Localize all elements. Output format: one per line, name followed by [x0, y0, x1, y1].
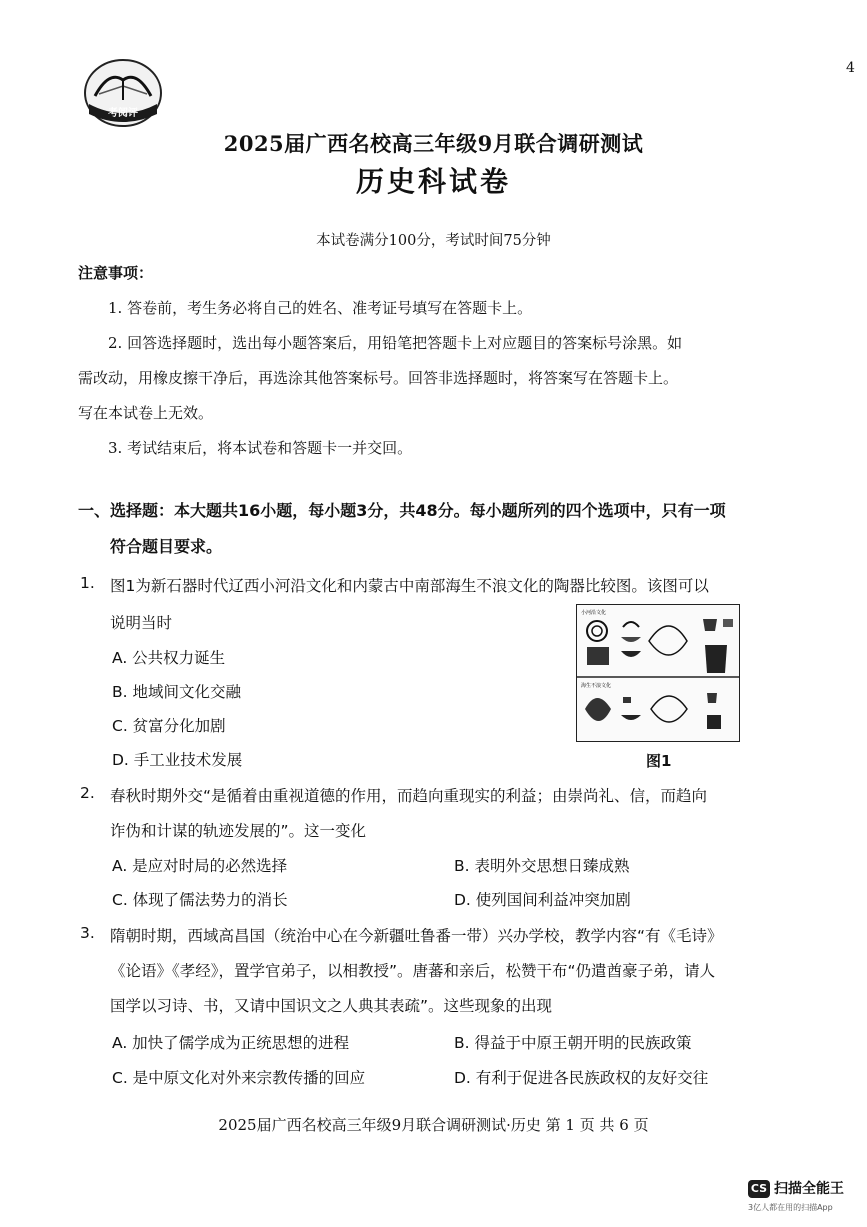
figure-1-caption: 图1	[646, 752, 672, 770]
question-1-option-c: C. 贫富分化加剧	[112, 717, 226, 735]
question-3-stem-cont: 《论语》《孝经》，置学官弟子，以相教授”。唐蕃和亲后，松赞干布“仍遣酋豪子弟，请人	[110, 962, 716, 980]
notice-item-2-cont: 需改动，用橡皮擦干净后，再选涂其他答案标号。回答非选择题时，将答案写在答题卡上。	[78, 369, 679, 387]
question-3-option-b: B. 得益于中原王朝开明的民族政策	[454, 1034, 692, 1052]
question-1-option-d: D. 手工业技术发展	[112, 751, 243, 769]
notice-item-3: 3. 考试结束后，将本试卷和答题卡一并交回。	[108, 439, 413, 457]
svg-text:小河沿文化: 小河沿文化	[581, 610, 607, 616]
figure-1-pottery	[576, 604, 740, 742]
page-number: 4	[846, 60, 855, 76]
question-3-option-a: A. 加快了儒学成为正统思想的进程	[112, 1034, 350, 1052]
svg-text:考阅评: 考阅评	[108, 108, 138, 119]
question-2-stem-cont: 诈伪和计谋的轨迹发展的”。这一变化	[110, 822, 367, 840]
scanner-app-name: 扫描全能王	[774, 1181, 844, 1197]
question-2-option-c: C. 体现了儒法势力的消长	[112, 891, 288, 909]
question-1-option-b: B. 地域间文化交融	[112, 683, 241, 701]
notice-item-1: 1. 答卷前，考生务必将自己的姓名、准考证号填写在答题卡上。	[108, 299, 533, 317]
exam-title: 2025届广西名校高三年级9月联合调研测试	[223, 131, 644, 156]
question-3-option-d: D. 有利于促进各民族政权的友好交往	[454, 1069, 709, 1087]
notice-item-2: 2. 回答选择题时，选出每小题答案后，用铅笔把答题卡上对应题目的答案标号涂黑。如	[108, 334, 683, 352]
question-1-option-a: A. 公共权力诞生	[112, 649, 226, 667]
subject-title: 历史科试卷	[355, 165, 511, 198]
question-3-stem: 隋朝时期，西域高昌国（统治中心在今新疆吐鲁番一带）兴办学校，教学内容“有《毛诗》	[110, 927, 723, 945]
scanner-tagline: 3亿人都在用的扫描App	[748, 1203, 833, 1212]
page-footer: 2025届广西名校高三年级9月联合调研测试·历史 第 1 页 共 6 页	[218, 1116, 649, 1134]
publisher-logo	[83, 58, 163, 128]
question-1-stem: 图1为新石器时代辽西小河沿文化和内蒙古中南部海生不浪文化的陶器比较图。该图可以	[110, 577, 709, 595]
notice-item-2-end: 写在本试卷上无效。	[78, 404, 214, 422]
question-3-number: 3.	[80, 924, 95, 942]
exam-info: 本试卷满分100分，考试时间75分钟	[316, 233, 551, 249]
question-1-stem-cont: 说明当时	[110, 614, 173, 632]
question-2-stem: 春秋时期外交“是循着由重视道德的作用，而趋向重现实的利益；由崇尚礼、信，而趋向	[110, 787, 708, 805]
section-heading-cont: 符合题目要求。	[110, 537, 223, 556]
question-3-option-c: C. 是中原文化对外来宗教传播的回应	[112, 1069, 366, 1087]
section-heading: 一、选择题：本大题共16小题，每小题3分，共48分。每小题所列的四个选项中，只有一项	[78, 501, 726, 520]
question-2-option-b: B. 表明外交思想日臻成熟	[454, 857, 630, 875]
svg-text:海生不浪文化: 海生不浪文化	[581, 683, 612, 689]
question-3-stem-end: 国学以习诗、书，又请中国识文之人典其表疏”。这些现象的出现	[110, 997, 553, 1015]
scanner-logo-icon: CS	[748, 1180, 770, 1198]
question-2-number: 2.	[80, 784, 95, 802]
question-2-option-d: D. 使列国间利益冲突加剧	[454, 891, 631, 909]
notice-heading: 注意事项：	[78, 264, 154, 282]
question-2-option-a: A. 是应对时局的必然选择	[112, 857, 288, 875]
question-1-number: 1.	[80, 574, 95, 592]
